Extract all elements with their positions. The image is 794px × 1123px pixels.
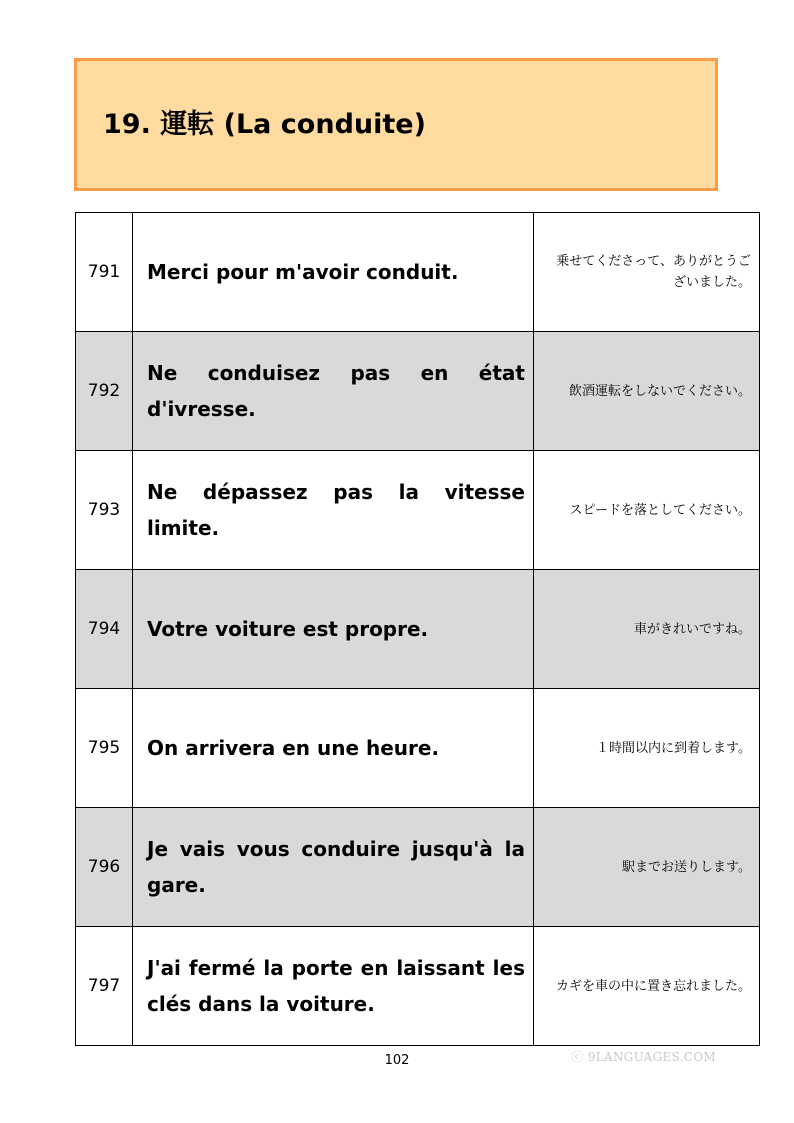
- phrase-number: 792: [76, 332, 133, 451]
- table-row: [76, 570, 760, 689]
- french-phrase: Votre voiture est propre.: [133, 570, 534, 689]
- chapter-title-box: [74, 58, 718, 191]
- japanese-translation: [534, 451, 760, 570]
- japanese-translation: [534, 570, 760, 689]
- french-phrase: Ne dépassez pas la vitesse limite.: [133, 451, 534, 570]
- phrase-number: 794: [76, 570, 133, 689]
- phrase-table: [75, 212, 760, 1046]
- table-row: [76, 927, 760, 1046]
- japanese-text: １時間以内に到着します。: [596, 740, 751, 756]
- phrase-number: 793: [76, 451, 133, 570]
- japanese-text: 乗せてくださって、ありがとうございました。: [556, 254, 751, 290]
- table-row: [76, 808, 760, 927]
- table-row: [76, 332, 760, 451]
- phrase-number: 791: [76, 213, 133, 332]
- french-phrase: Je vais vous conduire jusqu'à la gare.: [133, 808, 534, 927]
- phrase-number: 796: [76, 808, 133, 927]
- page-number: 102: [384, 1053, 410, 1068]
- french-phrase: Ne conduisez pas en état d'ivresse.: [133, 332, 534, 451]
- japanese-translation: [534, 332, 760, 451]
- table-row: [76, 213, 760, 332]
- table-row: [76, 451, 760, 570]
- japanese-translation: [534, 927, 760, 1046]
- japanese-translation: [534, 689, 760, 808]
- french-phrase: J'ai fermé la porte en laissant les clés dans la voiture.: [133, 927, 534, 1046]
- japanese-text: 飲酒運転をしないでください。: [568, 383, 751, 399]
- japanese-text: 車がきれいですね。: [633, 621, 751, 637]
- japanese-text: 駅までお送りします。: [622, 859, 751, 875]
- chapter-title: 19. 運転 (La conduite): [103, 109, 426, 140]
- japanese-translation: [534, 213, 760, 332]
- phrase-number: 795: [76, 689, 133, 808]
- japanese-text: スピードを落としてください。: [569, 502, 751, 518]
- french-phrase: Merci pour m'avoir conduit.: [133, 213, 534, 332]
- japanese-translation: [534, 808, 760, 927]
- table-row: [76, 689, 760, 808]
- french-phrase: On arrivera en une heure.: [133, 689, 534, 808]
- phrase-number: 797: [76, 927, 133, 1046]
- japanese-text: カギを車の中に置き忘れました。: [555, 978, 751, 994]
- watermark: ⓒ 9LANGUAGES.COM: [571, 1050, 716, 1064]
